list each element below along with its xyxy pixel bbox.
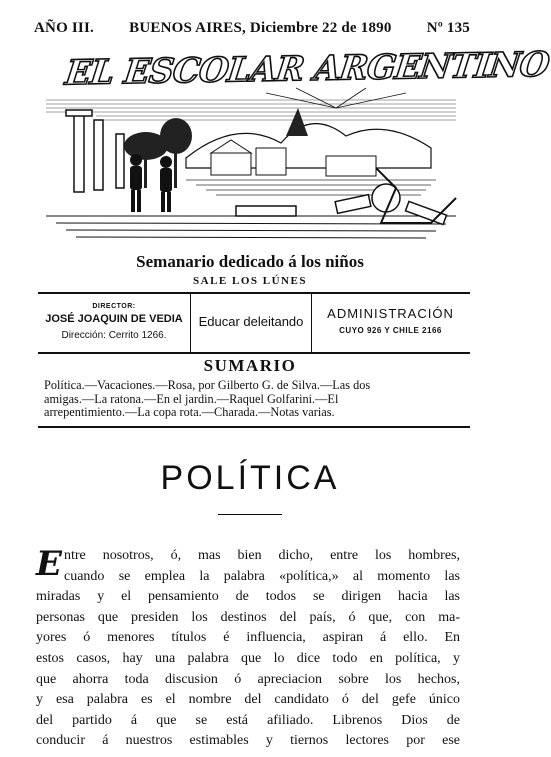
article-line: personas que presiden los destinos del país, ó que, con ma- [36, 609, 460, 625]
publication-schedule: SALE LOS LÚNES [193, 275, 307, 287]
director-name: JOSÉ JOAQUIN DE VEDIA [45, 313, 183, 325]
title-underline [218, 514, 282, 515]
section-divider [38, 426, 470, 428]
masthead-illustration [36, 44, 551, 246]
motto: Educar deleitando [198, 314, 304, 329]
info-box [38, 292, 470, 354]
article-body [36, 546, 460, 752]
issue-number: Nº 135 [426, 20, 470, 36]
sumario-contents [44, 379, 462, 420]
article-line: estos casos, hay una palabra que lo dice todo en política, y [36, 650, 460, 666]
issue-header [34, 20, 470, 42]
sumario-title: SUMARIO [203, 356, 297, 375]
sumario-line: Política.—Vacaciones.—Rosa, por Gilberto G. de Silva.—Las dos [44, 378, 371, 392]
article-line: yores ó menores títulos é influencia, aspiran á ello. En [36, 630, 460, 646]
administration-address: CUYO 926 Y CHILE 2166 [339, 326, 442, 335]
subtitle: Semanario dedicado á los niños [136, 252, 364, 271]
director-label: DIRECTOR: [92, 303, 136, 310]
masthead-title: EL ESCOLAR ARGENTINO [63, 44, 551, 94]
article-line: cuando se emplea la palabra «política,» al momento las [64, 568, 460, 584]
administration-label: ADMINISTRACIÓN [327, 306, 454, 321]
article-line: conducir á nuestros estimables y tiernos lectores por ese [36, 733, 460, 749]
year-label: AÑO III. [34, 20, 94, 36]
place-date: BUENOS AIRES, Diciembre 22 de 1890 [129, 20, 392, 36]
article-title: POLÍTICA [160, 459, 340, 497]
article-line: del partido á que se está afiliado. Librenos Dios de [36, 712, 460, 728]
article-line: ntre nosotros, ó, mas bien dicho, entre los hombres, [64, 548, 460, 563]
article-line: y esa palabra es el nombre del candidato ó del gefe único [36, 692, 460, 708]
sumario-line: amigas.—La ratona.—En el jardin.—Raquel Golfarini.—El [44, 391, 339, 406]
article-line: que ahorra toda discusion ó apreciacion sobre los hechos, [36, 671, 460, 687]
motto-column [190, 294, 312, 352]
director-address: Dirección: Cerrito 1266. [61, 330, 167, 341]
article-line: miradas y el pensamiento de todos se dirigen hacia las [36, 589, 460, 605]
administration-column [311, 294, 470, 352]
director-column [38, 294, 190, 352]
sumario-line: arrepentimiento.—La copa rota.—Charada.—Notas varias. [44, 405, 335, 420]
drop-cap: E [36, 544, 62, 584]
